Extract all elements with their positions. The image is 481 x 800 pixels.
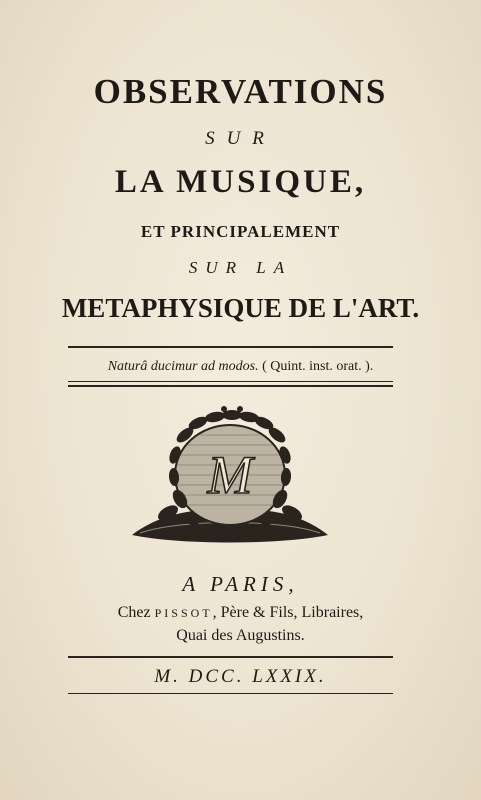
- title-line-sur: SUR: [205, 128, 276, 149]
- imprint-name: PISSOT: [154, 606, 213, 620]
- title-line-sur-la: SUR LA: [188, 258, 293, 277]
- motto-latin: Naturâ ducimur ad modos.: [107, 359, 259, 374]
- date-rule-upper: [68, 656, 393, 658]
- title-line-metaphysique: METAPHYSIQUE DE L'ART.: [61, 293, 420, 323]
- title-line-la-musique: LA MUSIQUE,: [114, 164, 367, 200]
- imprint-post: , Père & Fils, Libraires,: [212, 604, 364, 621]
- motto-rule-upper: [68, 381, 393, 382]
- date-rule-lower: [68, 693, 393, 694]
- imprint-city: A PARIS,: [182, 572, 299, 596]
- motto-rule-lower: [68, 385, 393, 387]
- imprint-publisher: [0, 604, 481, 622]
- top-rule: [68, 346, 393, 348]
- imprint-pre: Chez: [117, 604, 155, 621]
- motto-reference: ( Quint. inst. orat. ).: [262, 359, 374, 374]
- title-line-et-principalement: ET PRINCIPALEMENT: [140, 222, 341, 241]
- imprint-address: Quai des Augustins.: [176, 627, 305, 644]
- wreath-vignette-icon: [130, 395, 330, 555]
- vignette-monogram: M: [207, 445, 253, 505]
- motto: [0, 359, 481, 375]
- publication-date: M. DCC. LXXIX.: [154, 666, 327, 687]
- title-line-observations: OBSERVATIONS: [93, 72, 388, 111]
